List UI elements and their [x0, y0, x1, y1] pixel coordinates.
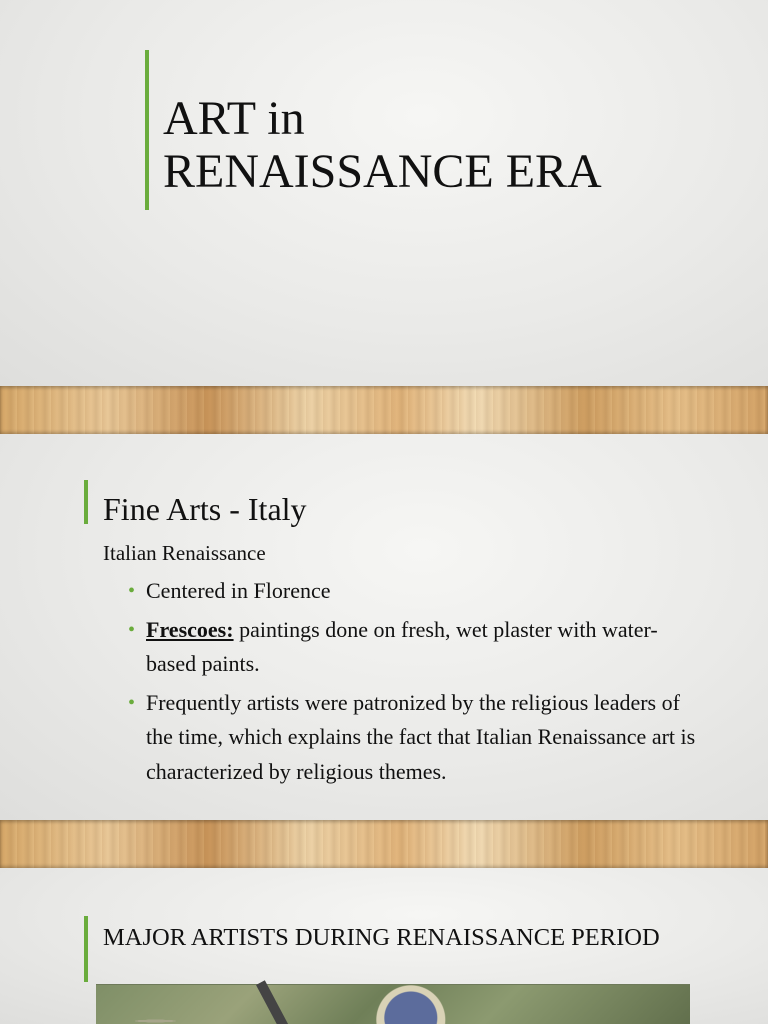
bullet-list	[128, 574, 698, 793]
title-slide	[0, 0, 768, 386]
fine-arts-slide	[0, 434, 768, 820]
accent-bar	[84, 916, 88, 982]
slide-title: MAJOR ARTISTS DURING RENAISSANCE PERIOD	[103, 924, 660, 951]
bullet-text: Centered in Florence	[146, 578, 331, 603]
painting-image	[96, 984, 690, 1024]
title-line-2: RENAISSANCE ERA	[163, 145, 602, 198]
title-line-1: ART in	[163, 92, 305, 145]
sword-shape	[256, 980, 293, 1024]
bullet-item	[128, 613, 698, 682]
slide-title: Fine Arts - Italy	[103, 491, 307, 527]
accent-bar	[145, 50, 149, 210]
major-artists-slide	[0, 868, 768, 1024]
accent-bar	[84, 480, 88, 524]
wood-divider	[0, 820, 768, 868]
bullet-text: Frequently artists were patronized by the religious leaders of the time, which explains the fact that Italian Renaissance art is characterized by religious themes.	[146, 689, 696, 784]
subheading: Italian Renaissance	[103, 541, 266, 565]
bullet-term: Frescoes:	[146, 616, 234, 642]
bullet-item	[128, 574, 698, 609]
bullet-text: paintings done on fresh, wet plaster with water-based paints.	[146, 616, 658, 676]
bullet-item	[128, 686, 698, 790]
wood-divider	[0, 386, 768, 434]
slide-title	[163, 92, 602, 198]
